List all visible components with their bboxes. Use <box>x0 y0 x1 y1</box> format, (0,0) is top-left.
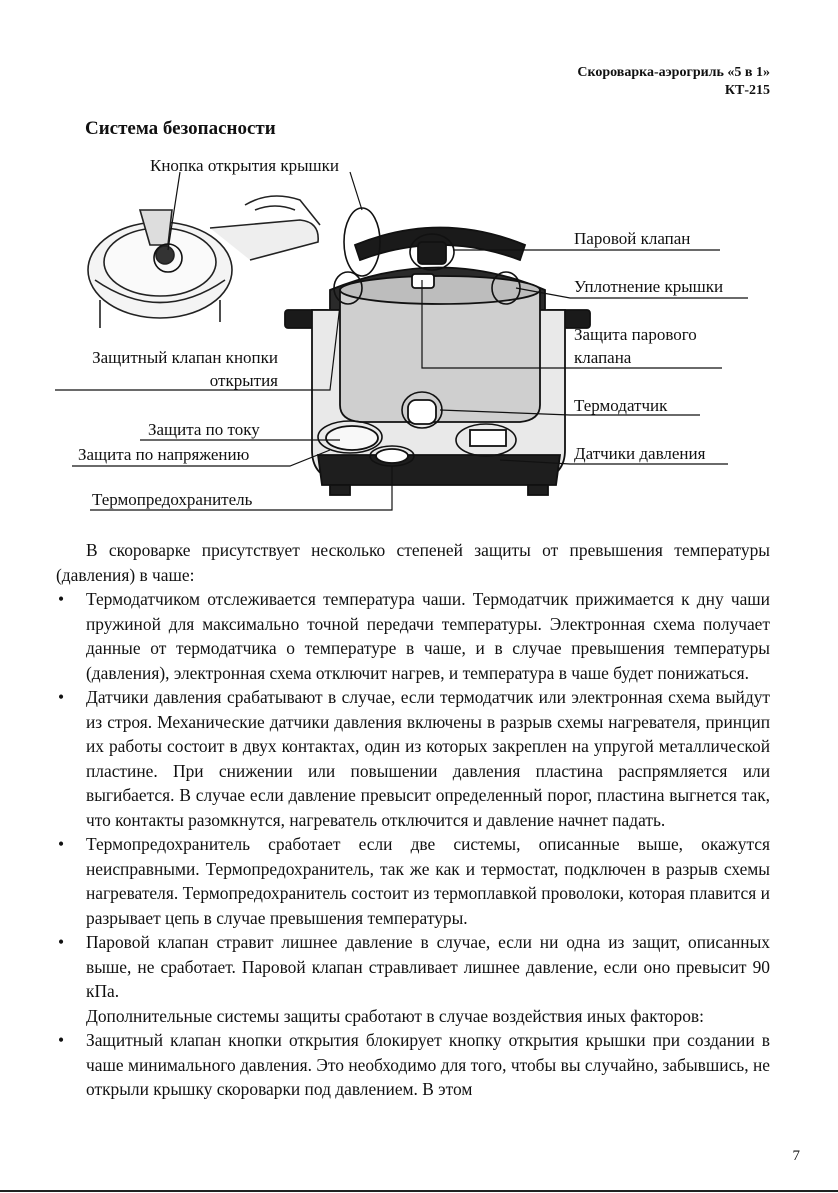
bottom-rule <box>0 1190 838 1192</box>
body-text <box>56 538 770 1102</box>
label-thermal-fuse: Термопредохранитель <box>92 490 253 509</box>
safety-system-diagram <box>0 150 838 520</box>
document-header <box>577 64 770 100</box>
list-item-text: Защитный клапан кнопки открытия блокирует кнопку открытия крышки при создании в чаше минимального давления. Это необходимо для того, чтобы вы случайно, забывшись, не открыли крышку скороварки под давлением. В этом <box>86 1030 770 1099</box>
bullet-dot: • <box>58 687 65 707</box>
bullet-dot: • <box>58 932 65 952</box>
label-steam-valve: Паровой клапан <box>574 229 691 248</box>
header-model: КТ-215 <box>724 83 770 98</box>
label-steam-valve-guard-line1: Защита парового <box>574 325 697 344</box>
intro-paragraph: В скороварке присутствует несколько степеней защиты от превышения температуры (давления) в чаше: <box>56 540 770 585</box>
list-item-text: Паровой клапан стравит лишнее давление в случае, если ни одна из защит, описанных выше, не сработает. Паровой клапан стравливает лишнее давление, если оно превысит 90 кПа. <box>86 932 770 1001</box>
section-title: Система безопасности <box>85 118 276 139</box>
label-lid-button: Кнопка открытия крышки <box>150 156 339 175</box>
list-item-text: Датчики давления срабатывают в случае, если термодатчик или электронная схема выйдут из строя. Механические датчики давления включены в разрыв схемы нагревателя, принцип их работы состоит в двух контактах, один из которых закреплен на упругой металлической пластине. При снижении или повышении давления пластина распрямляется или выгибается. В случае если давление превысит определенный порог, пластина выгнется так, что контакты разомкнутся, нагреватель отключится и давление начнет падать. <box>86 687 770 830</box>
additional-list <box>56 1028 770 1102</box>
label-thermosensor: Термодатчик <box>574 396 668 415</box>
list-item-text: Термодатчиком отслеживается температура чаши. Термодатчик прижимается к дну чаши пружиной для максимально точной передачи температуры. Электронная схема получает данные от термодатчика о температуре в чаше, и в случае превышения температуры (давления), электронная схема отключит нагрев, и температура в чаше будет понижаться. <box>86 589 770 683</box>
header-product-name: Скороварка-аэрогриль «5 в 1» <box>577 65 770 80</box>
additional-paragraph: Дополнительные системы защиты сработают в случае воздействия иных факторов: <box>86 1005 704 1026</box>
list-item <box>56 685 770 832</box>
list-item <box>56 587 770 685</box>
list-item-text: Термопредохранитель сработает если две системы, описанные выше, окажутся неисправными. Термопредохранитель, так же как и термостат, подключен в разрыв схемы нагревателя. Термопредохранитель состоит из термоплавкой проволоки, которая плавится и разрывает цепь в случае превышения температуры. <box>86 834 770 928</box>
list-item <box>56 1028 770 1102</box>
label-current-protection: Защита по току <box>148 420 260 439</box>
page-number: 7 <box>792 1148 800 1164</box>
label-voltage-protection: Защита по напряжению <box>78 445 250 464</box>
bullet-dot: • <box>58 834 65 854</box>
label-button-valve-line1: Защитный клапан кнопки <box>92 348 278 367</box>
label-button-valve-line2: открытия <box>209 371 278 390</box>
list-item <box>56 832 770 930</box>
bullet-dot: • <box>58 1030 65 1050</box>
label-lid-seal: Уплотнение крышки <box>574 277 724 296</box>
list-item <box>56 930 770 1004</box>
label-pressure-sensors: Датчики давления <box>574 444 706 463</box>
lid-inset-illustration <box>88 196 320 328</box>
label-steam-valve-guard-line2: клапана <box>574 348 632 367</box>
bullet-dot: • <box>58 589 65 609</box>
protection-list <box>56 587 770 1004</box>
